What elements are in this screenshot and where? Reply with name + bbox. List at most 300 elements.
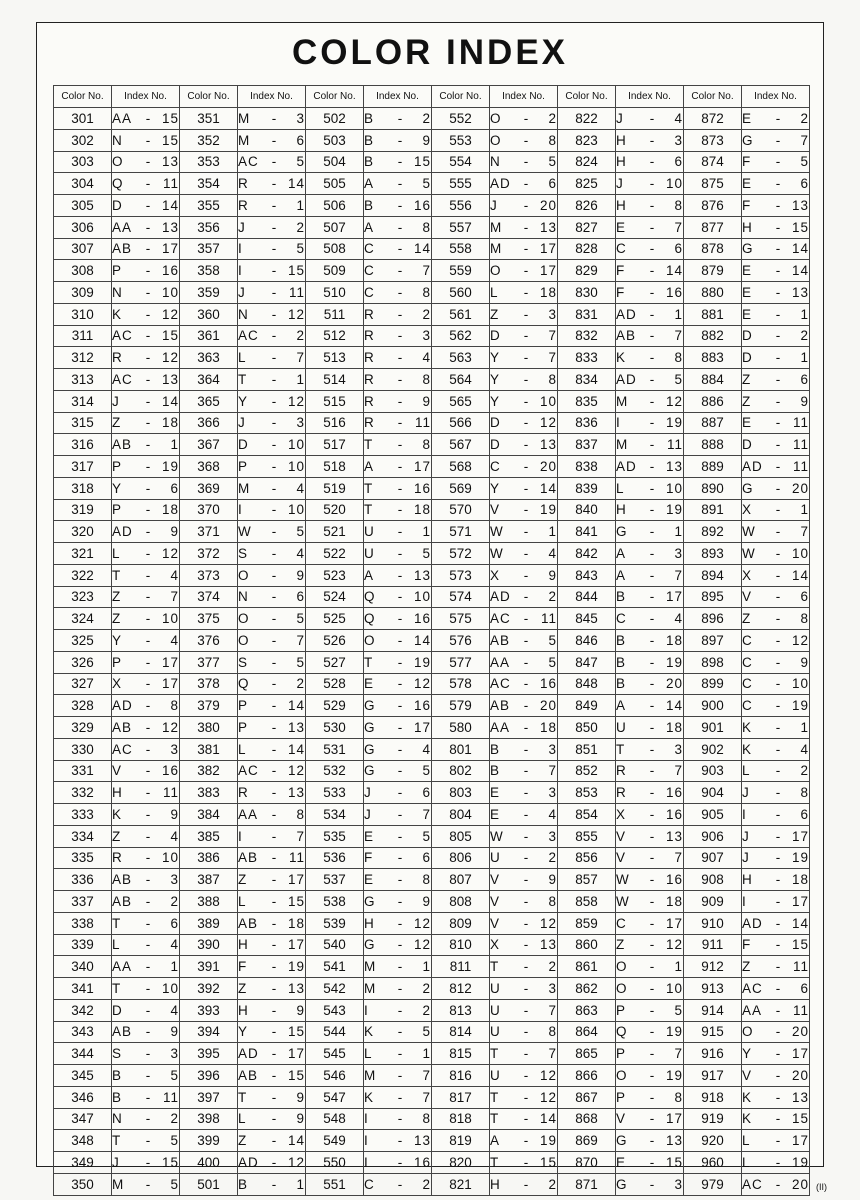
index-letter: J: [112, 1154, 120, 1170]
index-number: 12: [413, 915, 431, 931]
index-letter: U: [364, 524, 375, 540]
index-number: 8: [800, 785, 809, 801]
index-no-cell: [112, 651, 180, 673]
index-letter: K: [742, 1111, 753, 1127]
index-no-cell: [238, 216, 306, 238]
index-number: 3: [674, 132, 683, 148]
color-no-cell: 534: [306, 804, 364, 826]
index-no-cell: [112, 216, 180, 238]
index-letter: W: [616, 872, 630, 888]
index-dash: -: [397, 980, 403, 996]
index-no-cell: [742, 1130, 810, 1152]
index-dash: -: [523, 1154, 529, 1170]
color-no-cell: 566: [432, 412, 490, 434]
index-number: 17: [791, 1046, 809, 1062]
index-letter: G: [364, 741, 376, 757]
color-no-cell: 831: [558, 303, 616, 325]
index-no-cell: [616, 216, 684, 238]
table-row: [54, 1065, 810, 1087]
index-letter: X: [742, 567, 753, 583]
index-dash: -: [649, 393, 655, 409]
index-no-cell: [616, 651, 684, 673]
index-no-cell: [742, 891, 810, 913]
table-row: [54, 173, 810, 195]
index-number: 20: [539, 698, 557, 714]
index-no-cell: [616, 543, 684, 565]
index-no-cell: [742, 978, 810, 1000]
index-number: 16: [161, 763, 179, 779]
index-dash: -: [649, 1024, 655, 1040]
index-no-cell: [742, 608, 810, 630]
index-dash: -: [523, 524, 529, 540]
color-no-cell: 837: [558, 434, 616, 456]
index-number: 3: [170, 872, 179, 888]
index-no-cell: [238, 1065, 306, 1087]
index-no-cell: [616, 1130, 684, 1152]
index-dash: -: [523, 1002, 529, 1018]
color-no-cell: 391: [180, 956, 238, 978]
index-number: 18: [539, 719, 557, 735]
index-no-cell: [112, 1065, 180, 1087]
index-number: 19: [665, 1024, 683, 1040]
index-number: 7: [674, 567, 683, 583]
index-no-cell: [742, 129, 810, 151]
index-letter: V: [112, 763, 123, 779]
index-letter: V: [490, 893, 501, 909]
index-no-cell: [616, 673, 684, 695]
color-no-cell: 384: [180, 804, 238, 826]
color-no-cell: 887: [684, 412, 742, 434]
index-no-cell: [616, 1086, 684, 1108]
index-letter: S: [238, 654, 249, 670]
index-no-cell: [616, 238, 684, 260]
index-number: 4: [800, 741, 809, 757]
index-no-cell: [742, 869, 810, 891]
index-number: 11: [792, 415, 809, 431]
index-dash: -: [145, 850, 151, 866]
index-dash: -: [271, 350, 277, 366]
color-no-cell: 510: [306, 282, 364, 304]
index-dash: -: [775, 698, 781, 714]
index-number: 20: [665, 676, 683, 692]
index-number: 17: [413, 458, 431, 474]
index-no-cell: [490, 499, 558, 521]
index-number: 6: [800, 806, 809, 822]
index-dash: -: [523, 741, 529, 757]
index-letter: W: [490, 524, 504, 540]
index-no-cell: [490, 760, 558, 782]
color-no-cell: 905: [684, 804, 742, 826]
color-no-cell: 382: [180, 760, 238, 782]
index-no-cell: [364, 847, 432, 869]
index-no-cell: [742, 108, 810, 130]
index-no-cell: [742, 173, 810, 195]
index-no-cell: [490, 847, 558, 869]
index-number: 1: [548, 524, 557, 540]
index-no-cell: [112, 347, 180, 369]
index-letter: F: [364, 850, 374, 866]
index-dash: -: [145, 284, 151, 300]
color-no-cell: 521: [306, 521, 364, 543]
index-number: 7: [548, 763, 557, 779]
index-no-cell: [238, 717, 306, 739]
color-no-cell: 836: [558, 412, 616, 434]
index-no-cell: [742, 477, 810, 499]
index-no-cell: [238, 912, 306, 934]
index-no-cell: [742, 956, 810, 978]
index-dash: -: [397, 654, 403, 670]
index-letter: T: [490, 1046, 500, 1062]
index-letter: N: [238, 589, 249, 605]
index-number: 4: [170, 828, 179, 844]
index-dash: -: [271, 219, 277, 235]
index-number: 9: [296, 1002, 305, 1018]
index-letter: N: [112, 284, 123, 300]
index-no-cell: [616, 1152, 684, 1174]
index-dash: -: [397, 1024, 403, 1040]
index-dash: -: [775, 176, 781, 192]
index-letter: AB: [490, 698, 511, 714]
index-number: 14: [287, 698, 305, 714]
index-no-cell: [364, 216, 432, 238]
index-number: 17: [413, 719, 431, 735]
index-dash: -: [145, 719, 151, 735]
index-dash: -: [145, 611, 151, 627]
index-dash: -: [775, 850, 781, 866]
index-no-cell: [364, 1021, 432, 1043]
index-dash: -: [271, 437, 277, 453]
index-no-cell: [238, 782, 306, 804]
index-number: 17: [665, 589, 683, 605]
index-dash: -: [775, 1024, 781, 1040]
index-no-cell: [490, 434, 558, 456]
header-index-no: Index No.: [364, 86, 432, 108]
index-letter: V: [742, 589, 753, 605]
color-no-cell: 549: [306, 1130, 364, 1152]
index-no-cell: [112, 369, 180, 391]
color-no-cell: 881: [684, 303, 742, 325]
index-letter: AD: [616, 306, 637, 322]
index-dash: -: [271, 132, 277, 148]
index-letter: Y: [112, 480, 123, 496]
index-letter: I: [238, 828, 243, 844]
color-no-cell: 516: [306, 412, 364, 434]
color-no-cell: 558: [432, 238, 490, 260]
index-number: 4: [170, 567, 179, 583]
index-letter: M: [616, 437, 629, 453]
index-number: 16: [413, 1154, 431, 1170]
index-no-cell: [364, 1173, 432, 1195]
index-letter: A: [364, 458, 375, 474]
index-no-cell: [238, 499, 306, 521]
index-letter: C: [742, 632, 753, 648]
index-no-cell: [112, 695, 180, 717]
color-no-cell: 890: [684, 477, 742, 499]
color-no-cell: 302: [54, 129, 112, 151]
index-number: 7: [548, 350, 557, 366]
index-number: 4: [170, 937, 179, 953]
index-dash: -: [145, 350, 151, 366]
color-no-cell: 329: [54, 717, 112, 739]
color-no-cell: 859: [558, 912, 616, 934]
index-number: 14: [539, 480, 557, 496]
index-letter: AB: [238, 915, 259, 931]
index-dash: -: [649, 959, 655, 975]
color-no-cell: 530: [306, 717, 364, 739]
index-number: 15: [665, 1154, 683, 1170]
index-number: 17: [791, 828, 809, 844]
index-no-cell: [742, 847, 810, 869]
index-no-cell: [742, 1152, 810, 1174]
index-letter: Q: [238, 676, 250, 692]
index-letter: P: [112, 263, 123, 279]
index-dash: -: [397, 284, 403, 300]
index-number: 7: [548, 1002, 557, 1018]
index-dash: -: [271, 1067, 277, 1083]
color-no-cell: 580: [432, 717, 490, 739]
index-letter: R: [364, 415, 375, 431]
index-dash: -: [397, 763, 403, 779]
index-letter: M: [364, 959, 377, 975]
color-no-cell: 838: [558, 456, 616, 478]
color-no-cell: 561: [432, 303, 490, 325]
color-no-cell: 873: [684, 129, 742, 151]
index-number: 3: [674, 545, 683, 561]
color-no-cell: 336: [54, 869, 112, 891]
color-no-cell: 517: [306, 434, 364, 456]
color-no-cell: 569: [432, 477, 490, 499]
color-no-cell: 907: [684, 847, 742, 869]
index-no-cell: [238, 1152, 306, 1174]
index-dash: -: [649, 1176, 655, 1192]
table-row: [54, 586, 810, 608]
index-number: 4: [674, 110, 683, 126]
index-dash: -: [397, 437, 403, 453]
index-number: 6: [296, 589, 305, 605]
index-dash: -: [523, 937, 529, 953]
index-letter: Q: [616, 1024, 628, 1040]
index-number: 8: [800, 611, 809, 627]
index-no-cell: [112, 782, 180, 804]
index-dash: -: [523, 306, 529, 322]
index-letter: Y: [490, 350, 501, 366]
color-no-cell: 853: [558, 782, 616, 804]
index-number: 3: [296, 110, 305, 126]
index-letter: J: [238, 219, 246, 235]
index-number: 2: [548, 1176, 557, 1192]
index-number: 6: [674, 154, 683, 170]
color-no-cell: 305: [54, 195, 112, 217]
color-no-cell: 912: [684, 956, 742, 978]
index-no-cell: [490, 390, 558, 412]
index-number: 12: [287, 393, 305, 409]
index-no-cell: [112, 869, 180, 891]
index-dash: -: [649, 741, 655, 757]
color-no-cell: 897: [684, 630, 742, 652]
index-letter: AB: [112, 241, 133, 257]
index-no-cell: [616, 608, 684, 630]
index-dash: -: [649, 567, 655, 583]
index-number: 13: [539, 437, 557, 453]
table-row: [54, 456, 810, 478]
index-number: 6: [800, 980, 809, 996]
index-number: 5: [548, 654, 557, 670]
index-number: 2: [296, 676, 305, 692]
index-number: 13: [161, 371, 179, 387]
index-number: 14: [413, 241, 431, 257]
index-number: 5: [296, 154, 305, 170]
index-no-cell: [364, 151, 432, 173]
color-no-cell: 909: [684, 891, 742, 913]
color-no-cell: 571: [432, 521, 490, 543]
index-dash: -: [145, 219, 151, 235]
color-no-cell: 392: [180, 978, 238, 1000]
color-no-cell: 313: [54, 369, 112, 391]
index-number: 3: [548, 980, 557, 996]
color-no-cell: 559: [432, 260, 490, 282]
color-no-cell: 814: [432, 1021, 490, 1043]
index-dash: -: [649, 1067, 655, 1083]
index-dash: -: [649, 1154, 655, 1170]
index-number: 16: [665, 806, 683, 822]
index-number: 1: [800, 350, 809, 366]
index-no-cell: [112, 760, 180, 782]
color-no-cell: 539: [306, 912, 364, 934]
index-no-cell: [490, 673, 558, 695]
index-dash: -: [145, 371, 151, 387]
index-number: 8: [674, 350, 683, 366]
index-dash: -: [775, 284, 781, 300]
index-dash: -: [145, 110, 151, 126]
index-no-cell: [364, 347, 432, 369]
index-no-cell: [238, 956, 306, 978]
index-number: 12: [287, 763, 305, 779]
index-letter: G: [616, 524, 628, 540]
index-no-cell: [490, 738, 558, 760]
index-dash: -: [271, 632, 277, 648]
index-no-cell: [364, 477, 432, 499]
index-no-cell: [742, 630, 810, 652]
index-dash: -: [397, 502, 403, 518]
index-no-cell: [112, 477, 180, 499]
index-number: 1: [674, 306, 683, 322]
index-no-cell: [616, 456, 684, 478]
color-no-cell: 541: [306, 956, 364, 978]
index-letter: J: [364, 806, 372, 822]
index-dash: -: [649, 524, 655, 540]
color-no-cell: 395: [180, 1043, 238, 1065]
index-letter: B: [112, 1067, 123, 1083]
index-dash: -: [523, 328, 529, 344]
index-no-cell: [490, 1108, 558, 1130]
index-number: 2: [170, 893, 179, 909]
color-no-cell: 960: [684, 1152, 742, 1174]
index-dash: -: [775, 393, 781, 409]
index-dash: -: [775, 502, 781, 518]
index-no-cell: [616, 847, 684, 869]
index-letter: P: [616, 1089, 627, 1105]
color-no-cell: 375: [180, 608, 238, 630]
index-letter: T: [112, 567, 122, 583]
index-no-cell: [112, 717, 180, 739]
index-no-cell: [742, 1065, 810, 1087]
index-dash: -: [271, 263, 277, 279]
index-number: 15: [161, 328, 179, 344]
color-no-cell: 363: [180, 347, 238, 369]
color-no-cell: 855: [558, 825, 616, 847]
index-number: 1: [674, 524, 683, 540]
color-no-cell: 913: [684, 978, 742, 1000]
table-row: [54, 543, 810, 565]
index-number: 1: [170, 959, 179, 975]
index-number: 11: [288, 284, 305, 300]
color-no-cell: 911: [684, 934, 742, 956]
index-letter: AD: [490, 589, 511, 605]
index-no-cell: [238, 891, 306, 913]
index-dash: -: [397, 806, 403, 822]
index-letter: H: [490, 1176, 501, 1192]
table-row: [54, 1043, 810, 1065]
index-no-cell: [112, 999, 180, 1021]
color-no-cell: 373: [180, 564, 238, 586]
index-number: 17: [161, 241, 179, 257]
table-row: [54, 630, 810, 652]
index-letter: AC: [742, 980, 763, 996]
index-no-cell: [364, 434, 432, 456]
index-number: 16: [413, 611, 431, 627]
index-no-cell: [364, 999, 432, 1021]
index-letter: I: [364, 1002, 369, 1018]
index-number: 1: [800, 502, 809, 518]
index-number: 11: [792, 959, 809, 975]
index-dash: -: [271, 980, 277, 996]
index-letter: P: [616, 1002, 627, 1018]
index-number: 14: [287, 741, 305, 757]
index-letter: R: [616, 785, 627, 801]
index-dash: -: [775, 480, 781, 496]
index-letter: X: [490, 937, 501, 953]
index-no-cell: [364, 543, 432, 565]
table-row: [54, 782, 810, 804]
index-letter: AA: [112, 110, 133, 126]
index-no-cell: [364, 1065, 432, 1087]
index-dash: -: [649, 589, 655, 605]
index-letter: T: [490, 959, 500, 975]
index-dash: -: [145, 458, 151, 474]
index-number: 5: [296, 654, 305, 670]
index-dash: -: [145, 828, 151, 844]
index-letter: O: [616, 959, 628, 975]
index-letter: N: [238, 306, 249, 322]
color-no-cell: 533: [306, 782, 364, 804]
index-no-cell: [616, 325, 684, 347]
index-no-cell: [238, 651, 306, 673]
index-letter: B: [616, 589, 627, 605]
index-no-cell: [490, 195, 558, 217]
index-dash: -: [775, 828, 781, 844]
color-no-cell: 577: [432, 651, 490, 673]
index-number: 15: [791, 1111, 809, 1127]
color-no-cell: 807: [432, 869, 490, 891]
index-number: 11: [666, 437, 683, 453]
index-dash: -: [649, 328, 655, 344]
color-no-cell: 397: [180, 1086, 238, 1108]
index-no-cell: [616, 434, 684, 456]
index-dash: -: [649, 828, 655, 844]
index-dash: -: [775, 154, 781, 170]
index-number: 5: [170, 1067, 179, 1083]
index-no-cell: [238, 608, 306, 630]
